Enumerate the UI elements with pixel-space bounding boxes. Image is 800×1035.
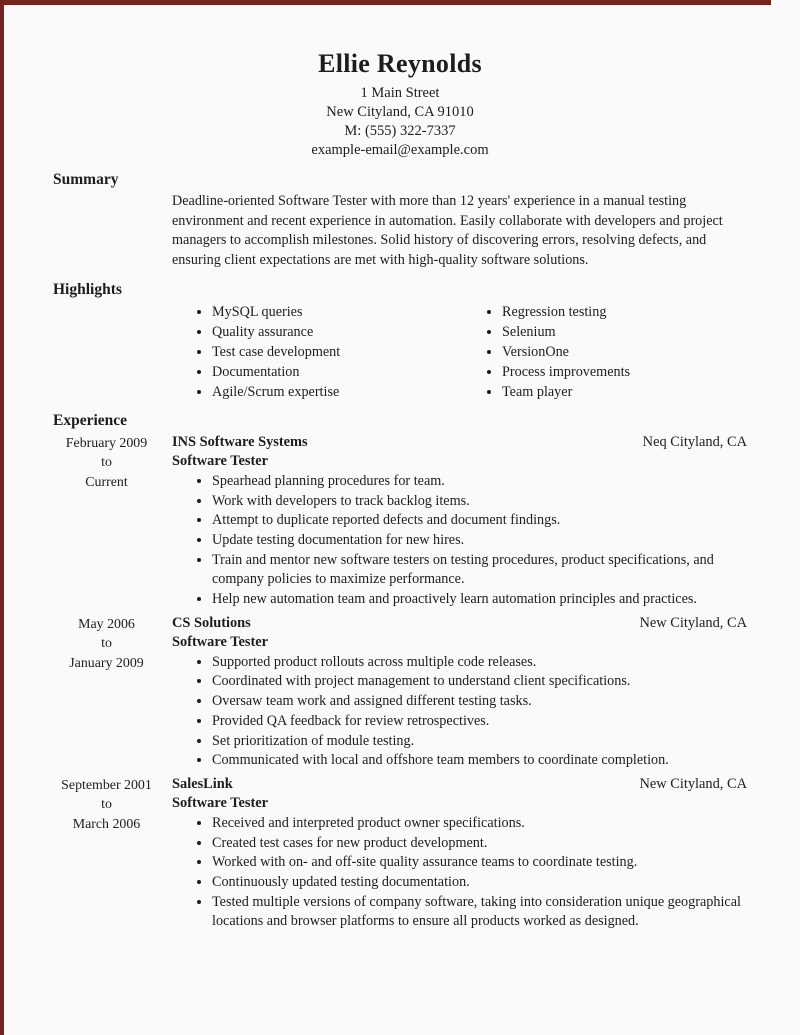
experience-heading: Experience bbox=[53, 411, 128, 429]
job-company: SalesLink bbox=[172, 775, 233, 792]
job-date-connector: to bbox=[101, 455, 112, 471]
job-date-start: February 2009 bbox=[65, 435, 148, 451]
job-bullet: • Supported product rollouts across multiple code releases. bbox=[212, 653, 747, 673]
experience-jobs bbox=[0, 433, 800, 932]
job-header-row bbox=[172, 614, 747, 634]
job-date-connector: to bbox=[101, 636, 112, 652]
job-company: INS Software Systems bbox=[172, 433, 308, 450]
job-date-start: May 2006 bbox=[78, 616, 135, 632]
job-bullet: • Work with developers to track backlog items. bbox=[212, 492, 747, 512]
job-bullet-list bbox=[172, 814, 747, 932]
email-address: example-email@example.com bbox=[311, 142, 489, 158]
summary-heading: Summary bbox=[53, 171, 119, 188]
job-details bbox=[172, 614, 747, 771]
job-date-range bbox=[53, 614, 160, 771]
job-date-range bbox=[53, 775, 160, 932]
page-accent-top-border bbox=[0, 0, 771, 5]
highlight-item: • Process improvements bbox=[502, 362, 630, 382]
highlight-item: • Agile/Scrum expertise bbox=[212, 382, 462, 402]
highlight-item: • Regression testing bbox=[502, 302, 630, 322]
job-date-end: Current bbox=[85, 474, 128, 490]
highlight-item: • Test case development bbox=[212, 342, 462, 362]
job-bullet: • Provided QA feedback for review retrospectives. bbox=[212, 712, 747, 732]
highlights-column-2 bbox=[462, 302, 630, 402]
job-bullet: • Received and interpreted product owner specifications. bbox=[212, 814, 747, 834]
job-date-end: January 2009 bbox=[69, 655, 144, 671]
highlights-column-1 bbox=[172, 302, 462, 402]
job-bullet-list bbox=[172, 653, 747, 771]
job-bullet: • Created test cases for new product development. bbox=[212, 834, 747, 854]
job-title: Software Tester bbox=[172, 795, 269, 812]
address-street: 1 Main Street bbox=[360, 85, 440, 101]
job-location: New Cityland, CA bbox=[639, 614, 747, 631]
job-bullet: • Tested multiple versions of company software, taking into consideration unique geographical locations and browser platforms to ensure all products worked as designed. bbox=[212, 893, 747, 932]
job-bullet: • Train and mentor new software testers on testing procedures, product specifications, and company policies to maximize performance. bbox=[212, 551, 747, 590]
job-bullet: • Coordinated with project management to understand client specifications. bbox=[212, 672, 747, 692]
phone-number: M: (555) 322-7337 bbox=[344, 123, 456, 139]
job-details bbox=[172, 775, 747, 932]
job-entry bbox=[53, 614, 747, 771]
job-bullet: • Communicated with local and offshore team members to coordinate completion. bbox=[212, 751, 747, 771]
job-bullet: • Spearhead planning procedures for team. bbox=[212, 472, 747, 492]
highlight-item: • Team player bbox=[502, 382, 630, 402]
job-header-row bbox=[172, 433, 747, 453]
job-location: Neq Cityland, CA bbox=[642, 433, 747, 450]
job-entry bbox=[53, 433, 747, 610]
address-city: New Cityland, CA 91010 bbox=[326, 104, 474, 120]
job-bullet: • Worked with on- and off-site quality assurance teams to coordinate testing. bbox=[212, 853, 747, 873]
highlights-heading: Highlights bbox=[53, 280, 122, 298]
resume-header bbox=[0, 0, 800, 160]
job-bullet-list bbox=[172, 472, 747, 610]
job-date-end: March 2006 bbox=[72, 816, 141, 832]
job-bullet: • Attempt to duplicate reported defects and document findings. bbox=[212, 511, 747, 531]
job-bullet: • Continuously updated testing documentation. bbox=[212, 873, 747, 893]
highlight-item: • Quality assurance bbox=[212, 322, 462, 342]
job-entry bbox=[53, 775, 747, 932]
job-bullet: • Help new automation team and proactively learn automation principles and practices. bbox=[212, 590, 747, 610]
job-company: CS Solutions bbox=[172, 614, 251, 631]
job-bullet: • Update testing documentation for new hires. bbox=[212, 531, 747, 551]
job-date-start: September 2001 bbox=[61, 777, 152, 793]
highlight-item: • MySQL queries bbox=[212, 302, 462, 322]
job-title: Software Tester bbox=[172, 634, 269, 651]
highlight-item: • Selenium bbox=[502, 322, 630, 342]
highlights-section bbox=[172, 302, 747, 402]
job-header-row bbox=[172, 775, 747, 795]
job-bullet: • Oversaw team work and assigned different testing tasks. bbox=[212, 692, 747, 712]
job-details bbox=[172, 433, 747, 610]
candidate-name: Ellie Reynolds bbox=[318, 49, 482, 78]
highlight-item: • VersionOne bbox=[502, 342, 630, 362]
summary-text: Deadline-oriented Software Tester with more than 12 years' experience in a manual testing environment and recent experience in automation. Easily collaborate with developers and project managers to accomplish milestones. Solid history of discovering errors, resolving defects, and ensuring client expectations are met with high-quality software solutions. bbox=[172, 193, 723, 269]
page-accent-left-border bbox=[0, 0, 4, 1035]
job-bullet: • Set prioritization of module testing. bbox=[212, 732, 747, 752]
job-date-connector: to bbox=[101, 797, 112, 813]
job-location: New Cityland, CA bbox=[639, 775, 747, 792]
job-title: Software Tester bbox=[172, 453, 269, 470]
highlight-item: • Documentation bbox=[212, 362, 462, 382]
job-date-range bbox=[53, 433, 160, 610]
